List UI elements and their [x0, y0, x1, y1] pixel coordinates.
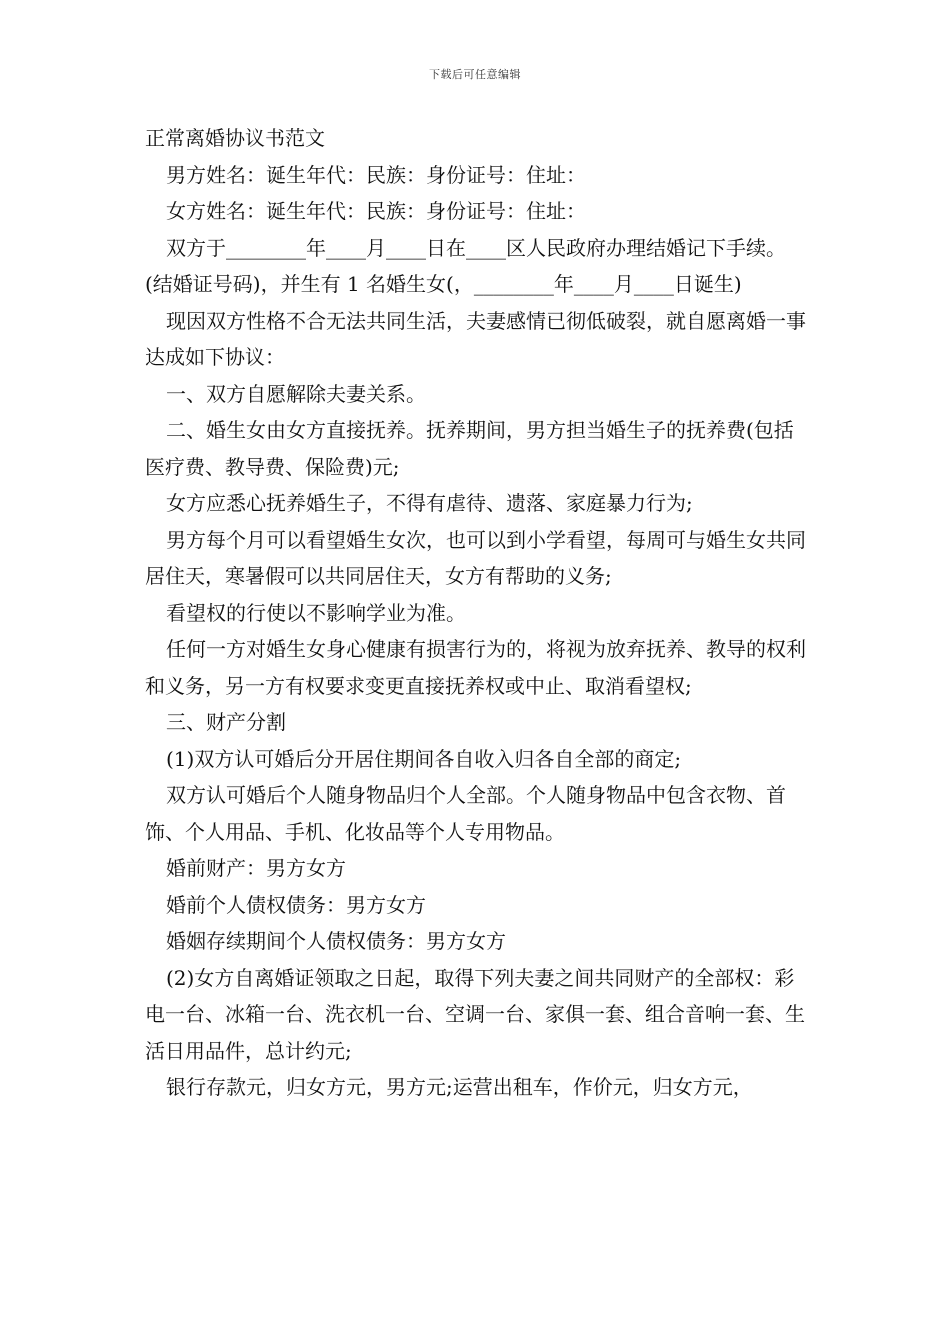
paragraph-marriage-registration: 双方于________年____月____日在____区人民政府办理结婚记下手续。(结婚证号码)，并生有 1 名婚生女(，________年____月____日诞生): [145, 235, 786, 296]
paragraph-care-duty: 女方应悉心抚养婚生子，不得有虐待、遗落、家庭暴力行为;: [166, 491, 693, 515]
paragraph-clause-3: 三、财产分割: [166, 710, 286, 734]
paragraph-male-info: 男方姓名：诞生年代：民族：身份证号：住址：: [166, 162, 586, 187]
paragraph-clause-2: 二、婚生女由女方直接抚养。抚养期间，男方担当婚生子的抚养费(包括医疗费、教导费、保险费)元;: [145, 418, 794, 479]
paragraph-bank-deposit: 银行存款元，归女方元，男方元;运营出租车，作价元，归女方元，: [166, 1075, 753, 1099]
paragraph-income: (1)双方认可婚后分开居住期间各自收入归各自全部的商定;: [166, 746, 682, 771]
paragraph-visitation: 男方每个月可以看望婚生女次，也可以到小学看望，每周可与婚生女共同居住天，寒暑假可以共同居住天，女方有帮助的义务;: [145, 527, 806, 588]
document-title: 正常离婚协议书范文: [145, 126, 325, 150]
document-body: [145, 120, 807, 1106]
paragraph-premarital-property: 婚前财产：男方女方: [166, 856, 346, 880]
paragraph-personal-items: 双方认可婚后个人随身物品归个人全部。个人随身物品中包含衣物、首饰、个人用品、手机、化妆品等个人专用物品。: [145, 783, 786, 844]
page-header: 下载后可任意编辑: [429, 68, 521, 81]
paragraph-premarital-debt: 婚前个人债权债务：男方女方: [166, 892, 426, 917]
paragraph-marital-debt: 婚姻存续期间个人债权债务：男方女方: [166, 929, 506, 953]
paragraph-visitation-limit: 看望权的行使以不影响学业为准。: [166, 600, 466, 625]
paragraph-reason: 现因双方性格不合无法共同生活，夫妻感情已彻低破裂，就自愿离婚一事达成如下协议：: [145, 308, 806, 369]
paragraph-custody-change: 任何一方对婚生女身心健康有损害行为的，将视为放弃抚养、教导的权利和义务，另一方有权要求变更直接抚养权或中止、取消看望权;: [145, 637, 806, 698]
paragraph-clause-1: 一、双方自愿解除夫妻关系。: [166, 381, 426, 406]
paragraph-female-info: 女方姓名：诞生年代：民族：身份证号：住址：: [166, 199, 586, 223]
paragraph-common-property: (2)女方自离婚证领取之日起，取得下列夫妻之间共同财产的全部权：彩电一台、冰箱一台、洗衣机一台、空调一台、家俱一套、组合音响一套、生活日用品件，总计约元;: [145, 965, 805, 1063]
